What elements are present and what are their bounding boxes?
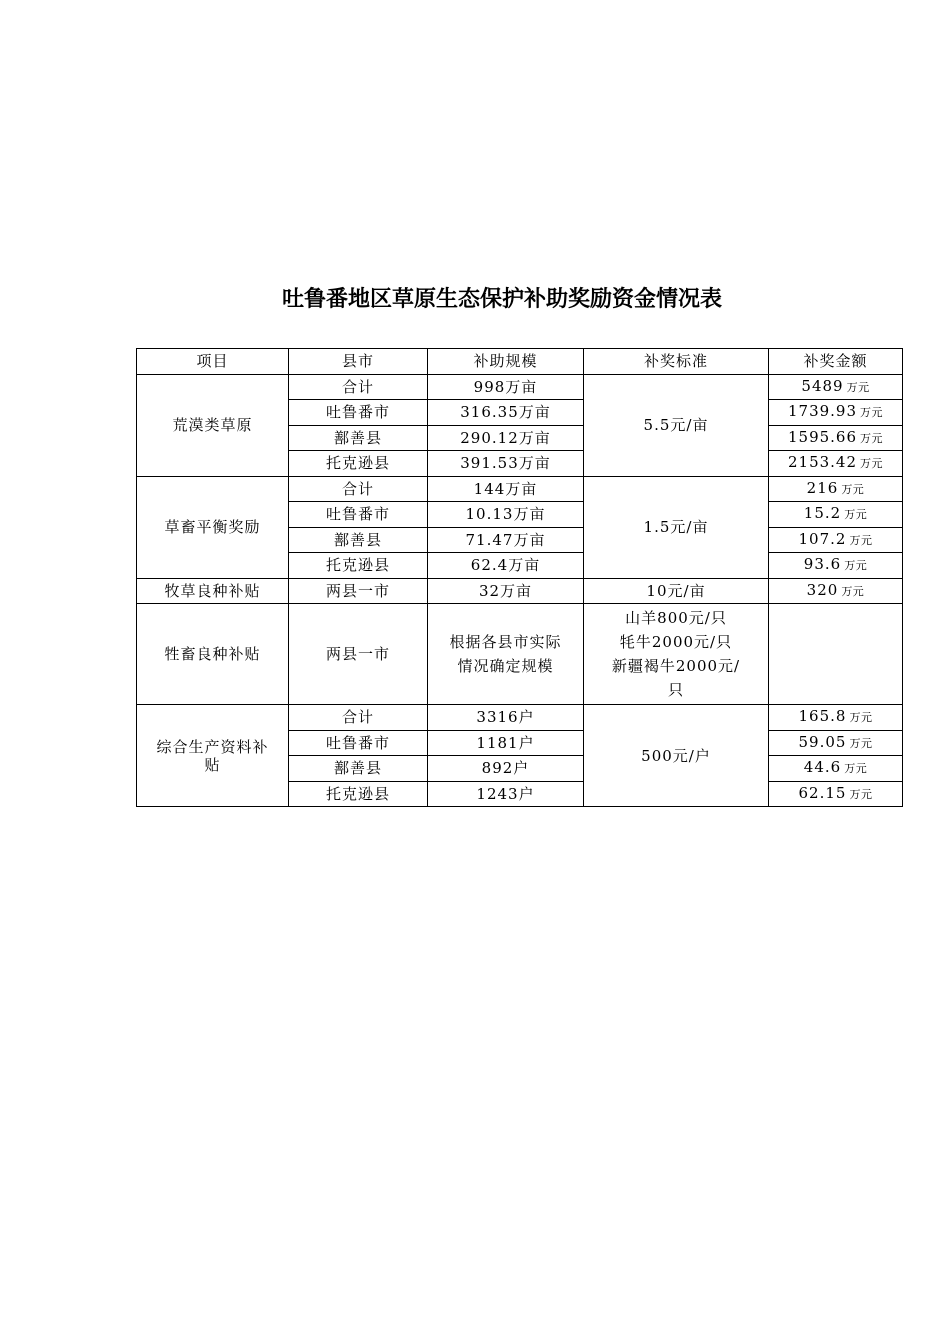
amount-cell — [769, 425, 903, 451]
table-row — [137, 476, 903, 502]
header-row — [137, 349, 903, 375]
amount-value: 320 — [806, 580, 839, 599]
amount-cell — [769, 476, 903, 502]
header-amount: 补奖金额 — [769, 349, 903, 375]
document-title: 吐鲁番地区草原生态保护补助奖励资金情况表 — [281, 287, 722, 312]
standard-line: 只 — [667, 681, 684, 699]
scale-cell — [428, 604, 584, 705]
scale-cell: 1181户 — [428, 730, 584, 756]
county-cell: 吐鲁番市 — [289, 400, 428, 426]
amount-unit: 万元 — [849, 736, 873, 750]
standard-cell: 500元/户 — [584, 705, 769, 807]
county-cell: 合计 — [289, 476, 428, 502]
amount-cell — [769, 553, 903, 579]
amount-unit: 万元 — [860, 457, 884, 471]
standard-cell — [584, 604, 769, 705]
scale-cell: 998万亩 — [428, 374, 584, 400]
amount-value: 165.8 — [798, 707, 847, 726]
county-cell: 托克逊县 — [289, 781, 428, 807]
county-cell: 鄯善县 — [289, 425, 428, 451]
standard-line: 新疆褐牛2000元/ — [611, 657, 741, 675]
amount-value: 5489 — [801, 376, 844, 395]
county-cell: 合计 — [289, 374, 428, 400]
amount-cell — [769, 578, 903, 604]
header-project: 项目 — [137, 349, 289, 375]
amount-value: 44.6 — [803, 758, 842, 777]
amount-cell — [769, 527, 903, 553]
amount-value: 107.2 — [798, 529, 847, 548]
county-cell: 托克逊县 — [289, 553, 428, 579]
amount-unit: 万元 — [860, 431, 884, 445]
scale-cell: 391.53万亩 — [428, 451, 584, 477]
amount-value: 62.15 — [798, 783, 847, 802]
table-row — [137, 374, 903, 400]
project-line: 贴 — [204, 755, 221, 774]
standard-line: 山羊800元/只 — [625, 609, 727, 627]
project-cell: 荒漠类草原 — [137, 374, 289, 476]
county-cell: 两县一市 — [289, 578, 428, 604]
amount-value: 1739.93 — [787, 402, 858, 421]
scale-cell: 316.35万亩 — [428, 400, 584, 426]
amount-unit: 万元 — [844, 762, 868, 776]
standard-cell: 5.5元/亩 — [584, 374, 769, 476]
county-cell: 两县一市 — [289, 604, 428, 705]
amount-unit: 万元 — [849, 787, 873, 801]
scale-cell: 892户 — [428, 756, 584, 782]
scale-cell: 290.12万亩 — [428, 425, 584, 451]
county-cell: 吐鲁番市 — [289, 502, 428, 528]
amount-value: 1595.66 — [787, 427, 858, 446]
amount-unit: 万元 — [849, 711, 873, 725]
amount-value: 15.2 — [803, 504, 842, 523]
scale-cell: 144万亩 — [428, 476, 584, 502]
header-scale: 补助规模 — [428, 349, 584, 375]
amount-cell — [769, 400, 903, 426]
table-row — [137, 604, 903, 705]
amount-unit: 万元 — [849, 533, 873, 547]
amount-unit: 万元 — [844, 559, 868, 573]
amount-cell — [769, 730, 903, 756]
amount-unit: 万元 — [846, 380, 870, 394]
scale-line: 情况确定规模 — [457, 657, 554, 675]
standard-line: 牦牛2000元/只 — [619, 633, 733, 651]
table-row — [137, 705, 903, 731]
amount-cell — [769, 604, 903, 705]
project-cell: 草畜平衡奖励 — [137, 476, 289, 578]
project-line: 综合生产资料补 — [156, 737, 269, 756]
amount-cell — [769, 502, 903, 528]
subsidy-table — [136, 348, 903, 807]
standard-cell: 10元/亩 — [584, 578, 769, 604]
amount-cell — [769, 756, 903, 782]
amount-unit: 万元 — [841, 482, 865, 496]
project-cell: 牧草良种补贴 — [137, 578, 289, 604]
amount-cell — [769, 374, 903, 400]
scale-cell: 62.4万亩 — [428, 553, 584, 579]
amount-value: 2153.42 — [787, 453, 858, 472]
county-cell: 托克逊县 — [289, 451, 428, 477]
amount-unit: 万元 — [860, 406, 884, 420]
amount-cell — [769, 451, 903, 477]
scale-cell: 1243户 — [428, 781, 584, 807]
scale-cell: 10.13万亩 — [428, 502, 584, 528]
amount-value: 216 — [806, 478, 839, 497]
table-row — [137, 578, 903, 604]
amount-unit: 万元 — [841, 584, 865, 598]
scale-cell: 71.47万亩 — [428, 527, 584, 553]
amount-value: 93.6 — [803, 555, 842, 574]
scale-cell: 3316户 — [428, 705, 584, 731]
county-cell: 吐鲁番市 — [289, 730, 428, 756]
amount-unit: 万元 — [844, 508, 868, 522]
scale-cell: 32万亩 — [428, 578, 584, 604]
header-county: 县市 — [289, 349, 428, 375]
standard-cell: 1.5元/亩 — [584, 476, 769, 578]
county-cell: 合计 — [289, 705, 428, 731]
county-cell: 鄯善县 — [289, 756, 428, 782]
county-cell: 鄯善县 — [289, 527, 428, 553]
amount-cell — [769, 781, 903, 807]
project-cell — [137, 705, 289, 807]
project-cell: 牲畜良种补贴 — [137, 604, 289, 705]
scale-line: 根据各县市实际 — [449, 633, 562, 651]
amount-value: 59.05 — [798, 732, 847, 751]
amount-cell — [769, 705, 903, 731]
header-standard: 补奖标准 — [584, 349, 769, 375]
